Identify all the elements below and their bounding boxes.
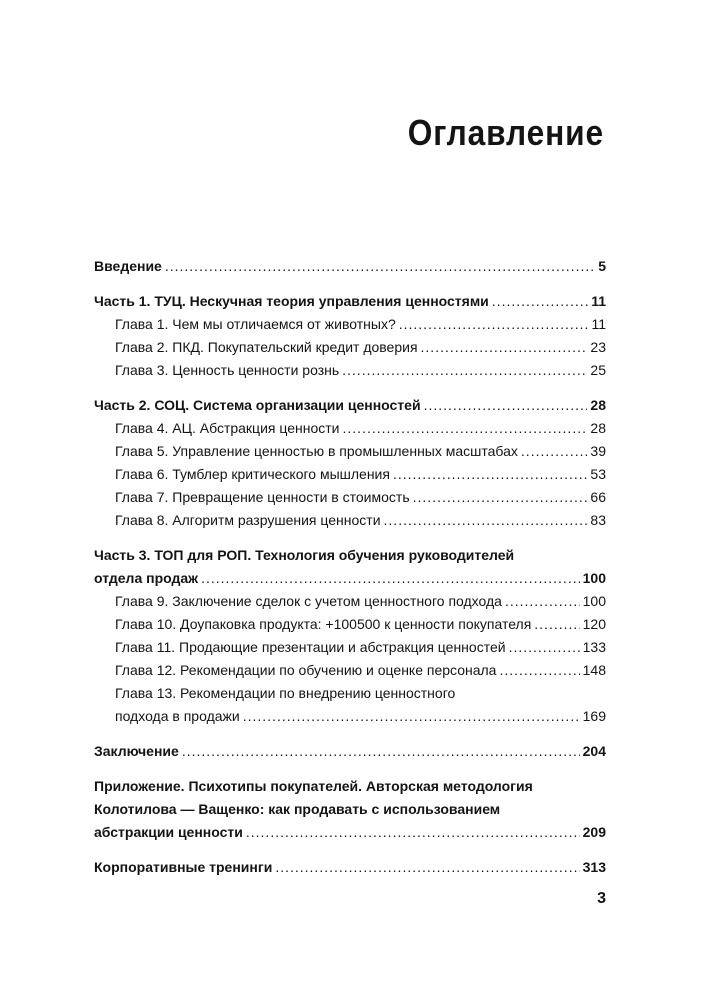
dot-leader bbox=[343, 420, 588, 436]
dot-leader bbox=[182, 743, 580, 759]
toc-entry-text: Глава 4. АЦ. Абстракция ценности bbox=[115, 420, 340, 436]
toc-entry-page: 23 bbox=[590, 339, 606, 355]
toc-entry-text: Корпоративные тренинги bbox=[94, 859, 273, 875]
toc-entry-page: 83 bbox=[590, 512, 606, 528]
dot-leader bbox=[424, 397, 588, 413]
toc-entry-text: Глава 5. Управление ценностью в промышленных масштабах bbox=[115, 443, 518, 459]
dot-leader bbox=[243, 708, 580, 724]
toc-entry-chapter-1[interactable] bbox=[94, 316, 606, 339]
toc-entry-part-2[interactable] bbox=[94, 397, 606, 420]
toc-entry-conclusion[interactable] bbox=[94, 743, 606, 766]
toc-entry-page: 148 bbox=[582, 662, 606, 678]
dot-leader bbox=[246, 824, 580, 840]
toc-entry-chapter-7[interactable] bbox=[94, 489, 606, 512]
dot-leader bbox=[413, 489, 588, 505]
dot-leader bbox=[393, 466, 587, 482]
toc-entry-chapter-11[interactable] bbox=[94, 639, 606, 662]
toc-entry-chapter-2[interactable] bbox=[94, 339, 606, 362]
toc-entry-text: абстракции ценности bbox=[94, 824, 243, 840]
toc-entry-text: Глава 3. Ценность ценности рознь bbox=[115, 362, 340, 378]
page-number: 3 bbox=[597, 890, 606, 907]
page-title: Оглавление bbox=[407, 112, 604, 153]
dot-leader bbox=[201, 570, 580, 586]
toc-entry-chapter-8[interactable] bbox=[94, 512, 606, 535]
toc-entry-text: Глава 1. Чем мы отличаемся от животных? bbox=[115, 316, 396, 332]
toc-entry-page: 11 bbox=[591, 316, 606, 332]
toc-entry-page: 100 bbox=[582, 593, 606, 609]
toc-entry-text: Глава 2. ПКД. Покупательский кредит доверия bbox=[115, 339, 418, 355]
toc-entry-appendix-second-line: Колотилова — Ващенко: как продавать с использованием bbox=[94, 801, 501, 817]
toc-entry-chapter-10[interactable] bbox=[94, 616, 606, 639]
toc-entry-page: 53 bbox=[590, 466, 606, 482]
toc-entry-page: 100 bbox=[582, 570, 606, 586]
toc-entry-chapter-12[interactable] bbox=[94, 662, 606, 685]
toc-entry-text: отдела продаж bbox=[94, 570, 199, 586]
toc-entry-page: 39 bbox=[590, 443, 606, 459]
dot-leader bbox=[492, 293, 588, 309]
dot-leader bbox=[521, 443, 588, 459]
toc-entry-page: 66 bbox=[590, 489, 606, 505]
toc-entry-text: Глава 7. Превращение ценности в стоимость bbox=[115, 489, 410, 505]
toc-entry-text: Глава 12. Рекомендации по обучению и оценке персонала bbox=[115, 662, 497, 678]
toc-entry-page: 28 bbox=[590, 420, 606, 436]
toc-entry-text: Введение bbox=[94, 258, 162, 274]
toc-entry-page: 209 bbox=[582, 824, 606, 840]
dot-leader bbox=[421, 339, 588, 355]
toc-entry-corporate-trainings[interactable] bbox=[94, 859, 606, 882]
toc-entry-chapter-13[interactable] bbox=[94, 708, 606, 731]
toc-entry-appendix-first-line: Приложение. Психотипы покупателей. Авторская методология bbox=[94, 778, 533, 794]
toc-entry-text: Часть 1. ТУЦ. Нескучная теория управления ценностями bbox=[94, 293, 489, 309]
toc-entry-part-3[interactable] bbox=[94, 570, 606, 593]
dot-leader bbox=[342, 362, 587, 378]
toc-entry-chapter-3[interactable] bbox=[94, 362, 606, 385]
toc-entry-page: 133 bbox=[582, 639, 606, 655]
toc-entry-text: Часть 2. СОЦ. Система организации ценностей bbox=[94, 397, 421, 413]
toc-entry-text: подхода в продажи bbox=[115, 708, 240, 724]
dot-leader bbox=[505, 593, 580, 609]
toc-entry-page: 120 bbox=[582, 616, 606, 632]
dot-leader bbox=[384, 512, 588, 528]
toc-entry-introduction[interactable] bbox=[94, 258, 606, 281]
toc-entry-page: 28 bbox=[590, 397, 606, 413]
dot-leader bbox=[499, 662, 579, 678]
toc-entry-text: Глава 11. Продающие презентации и абстракция ценностей bbox=[115, 639, 506, 655]
table-of-contents bbox=[94, 258, 606, 882]
toc-entry-part-3-first-line: Часть 3. ТОП для РОП. Технология обучения руководителей bbox=[94, 547, 515, 563]
toc-entry-chapter-6[interactable] bbox=[94, 466, 606, 489]
toc-entry-page: 5 bbox=[598, 258, 606, 274]
toc-entry-chapter-5[interactable] bbox=[94, 443, 606, 466]
toc-entry-text: Глава 6. Тумблер критического мышления bbox=[115, 466, 390, 482]
toc-entry-text: Глава 9. Заключение сделок с учетом ценностного подхода bbox=[115, 593, 502, 609]
dot-leader bbox=[165, 258, 595, 274]
toc-entry-chapter-4[interactable] bbox=[94, 420, 606, 443]
dot-leader bbox=[275, 859, 579, 875]
toc-entry-page: 313 bbox=[582, 859, 606, 875]
toc-entry-page: 11 bbox=[591, 293, 606, 309]
toc-entry-text: Заключение bbox=[94, 743, 179, 759]
toc-entry-appendix[interactable] bbox=[94, 824, 606, 847]
toc-entry-page: 204 bbox=[582, 743, 606, 759]
toc-entry-text: Глава 10. Доупаковка продукта: +100500 к ценности покупателя bbox=[115, 616, 532, 632]
toc-entry-text: Глава 8. Алгоритм разрушения ценности bbox=[115, 512, 381, 528]
toc-entry-chapter-13-first-line: Глава 13. Рекомендации по внедрению ценностного bbox=[115, 685, 456, 701]
toc-entry-chapter-9[interactable] bbox=[94, 593, 606, 616]
toc-entry-page: 169 bbox=[582, 708, 606, 724]
toc-entry-page: 25 bbox=[590, 362, 606, 378]
dot-leader bbox=[534, 616, 579, 632]
dot-leader bbox=[399, 316, 589, 332]
toc-entry-part-1[interactable] bbox=[94, 293, 606, 316]
dot-leader bbox=[509, 639, 580, 655]
